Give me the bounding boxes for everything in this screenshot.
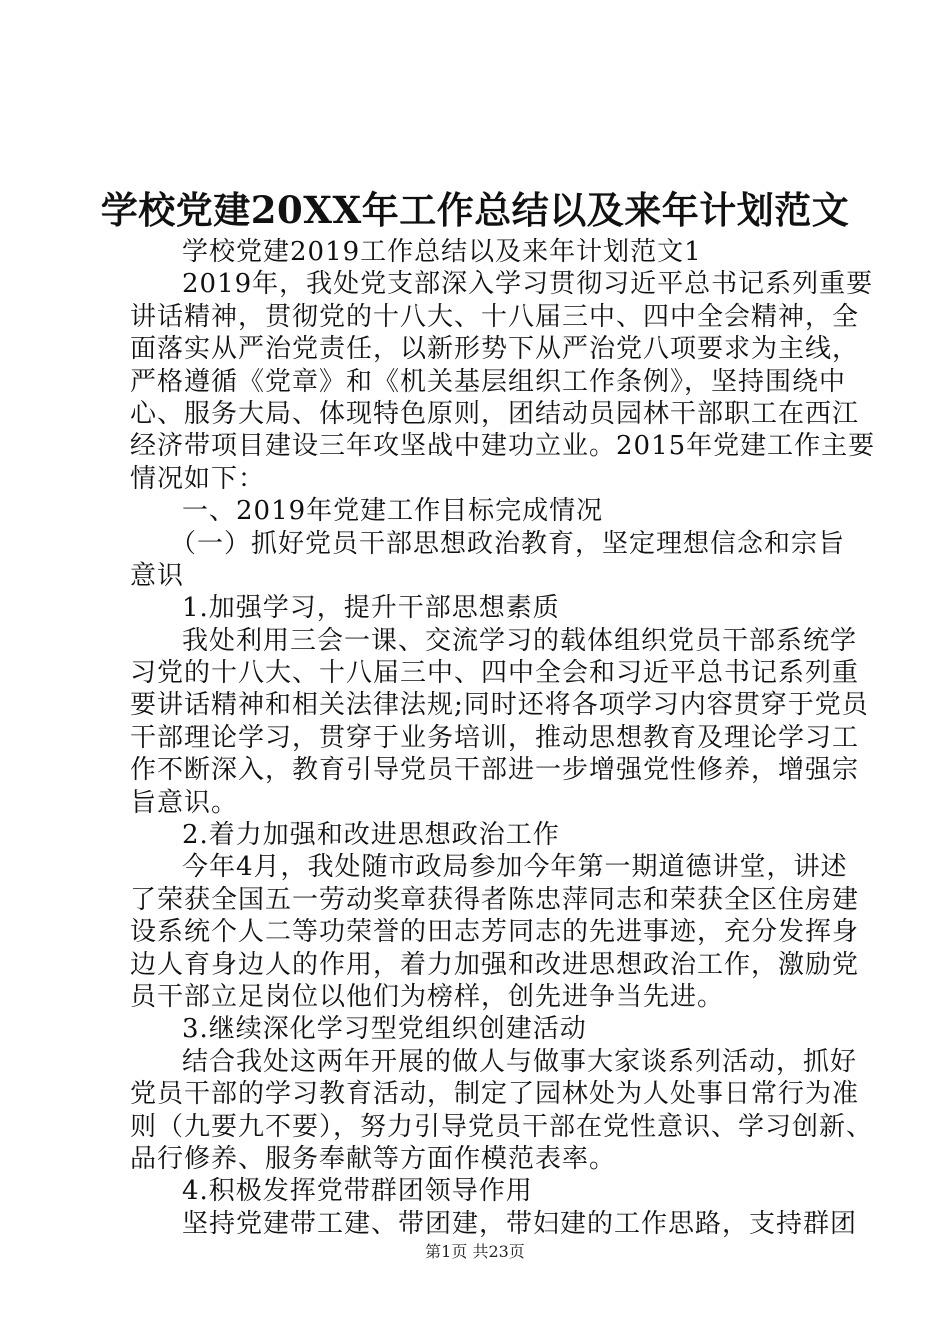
document-body: [130, 236, 876, 1240]
page-footer: 第1页 共23页: [425, 1242, 525, 1261]
paragraph-line: 心、服务大局、体现特色原则，团结动员园林干部职工在西江: [130, 398, 860, 429]
item-heading: 4.积极发挥党带群团领导作用: [182, 1176, 533, 1207]
paragraph-line: 坚持党建带工建、带团建，带妇建的工作思路，支持群团: [182, 1208, 858, 1239]
document-title: 学校党建20XX年工作总结以及来年计划范文: [100, 188, 850, 232]
paragraph-line: 党员干部的学习教育活动，制定了园林处为人处事日常行为准: [130, 1079, 860, 1110]
paragraph-line: 情况如下：: [130, 463, 266, 494]
paragraph-line: 今年4月，我处随市政局参加今年第一期道德讲堂，讲述: [182, 852, 848, 883]
paragraph-line: 设系统个人二等功荣誉的田志芳同志的先进事迹，充分发挥身: [130, 917, 860, 948]
paragraph-line: 习党的十八大、十八届三中、四中全会和习近平总书记系列重: [130, 658, 860, 689]
paragraph-line: 品行修养、服务奉献等方面作模范表率。: [130, 1143, 617, 1174]
paragraph-line: 学校党建2019工作总结以及来年计划范文1: [182, 237, 702, 267]
paragraph-line: 严格遵循《党章》和《机关基层组织工作条例》，坚持围绕中: [130, 366, 847, 397]
paragraph-line: 意识: [130, 560, 185, 591]
paragraph-line: 结合我处这两年开展的做人与做事大家谈系列活动，抓好: [182, 1046, 858, 1077]
paragraph-line: 经济带项目建设三年攻坚战中建功立业。2015年党建工作主要: [130, 431, 876, 462]
paragraph-line: 边人育身边人的作用，着力加强和改进思想政治工作，激励党: [130, 949, 860, 980]
paragraph-line: 面落实从严治党责任，以新形势下从严治党八项要求为主线，: [130, 334, 860, 365]
section-heading: 一、2019年党建工作目标完成情况: [182, 496, 604, 527]
paragraph-line: 干部理论学习，贯穿于业务培训，推动思想教育及理论学习工: [130, 722, 860, 753]
paragraph-line: 了荣获全国五一劳动奖章获得者陈忠萍同志和荣获全区住房建: [130, 884, 860, 915]
paragraph-line: 旨意识。: [130, 787, 239, 818]
paragraph-line: 员干部立足岗位以他们为榜样，创先进争当先进。: [130, 981, 725, 1012]
paragraph-line: 我处利用三会一课、交流学习的载体组织党员干部系统学: [182, 625, 858, 656]
paragraph-line: 2019年，我处党支部深入学习贯彻习近平总书记系列重要: [182, 269, 874, 300]
paragraph-line: 则（九要九不要），努力引导党员干部在党性意识、学习创新、: [130, 1111, 874, 1142]
item-heading: 1.加强学习，提升干部思想素质: [182, 593, 560, 624]
paragraph-line: 讲话精神，贯彻党的十八大、十八届三中、四中全会精神，全: [130, 301, 860, 332]
item-heading: 2.着力加强和改进思想政治工作: [182, 820, 560, 851]
item-heading: 3.继续深化学习型党组织创建活动: [182, 1014, 587, 1045]
paragraph-line: 作不断深入，教育引导党员干部进一步增强党性修养，增强宗: [130, 755, 860, 786]
paragraph-line: 要讲话精神和相关法律法规;同时还将各项学习内容贯穿于党员: [130, 690, 869, 721]
subsection-heading: （一）抓好党员干部思想政治教育，坚定理想信念和宗旨: [170, 528, 846, 559]
